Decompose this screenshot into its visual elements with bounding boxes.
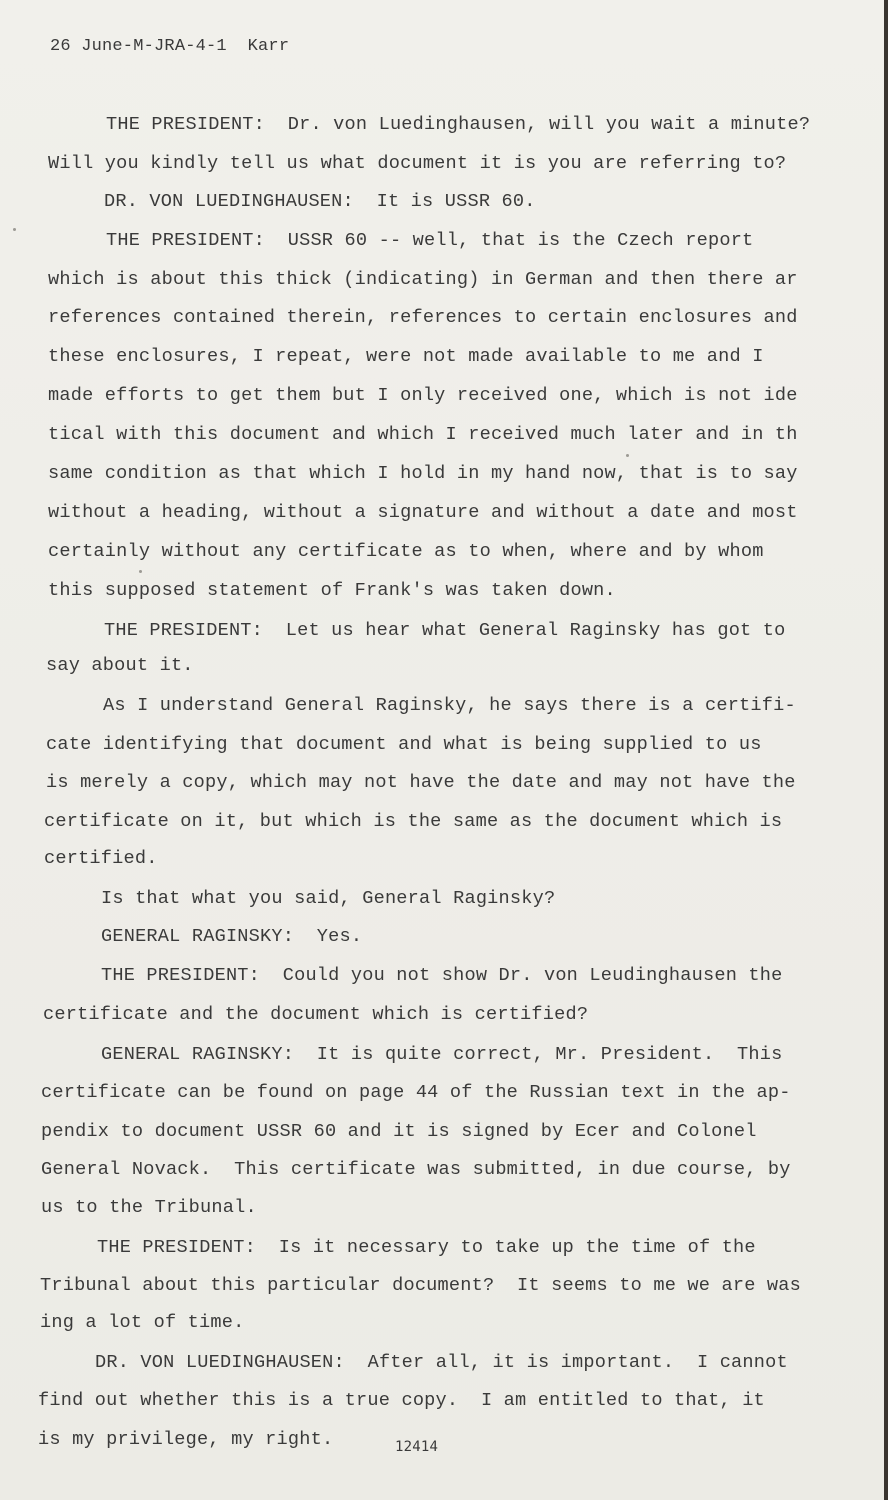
document-reference: 26 June-M-JRA-4-1 Karr xyxy=(50,37,290,56)
transcript-line: DR. VON LUEDINGHAUSEN: After all, it is important. I cannot xyxy=(95,1352,788,1373)
transcript-line: certificate can be found on page 44 of the Russian text in the ap- xyxy=(41,1082,791,1103)
transcript-line: certified. xyxy=(44,848,158,869)
transcript-line: THE PRESIDENT: USSR 60 -- well, that is the Czech report xyxy=(106,230,754,251)
transcript-line: same condition as that which I hold in my hand now, that is to say xyxy=(48,463,798,484)
transcript-line: this supposed statement of Frank's was taken down. xyxy=(48,580,616,601)
transcript-line: us to the Tribunal. xyxy=(41,1197,257,1218)
transcript-line: certainly without any certificate as to when, where and by whom xyxy=(48,541,764,562)
transcript-line: certificate and the document which is certified? xyxy=(43,1004,589,1025)
transcript-line: General Novack. This certificate was submitted, in due course, by xyxy=(41,1159,791,1180)
transcript-line: THE PRESIDENT: Is it necessary to take up the time of the xyxy=(97,1237,756,1258)
transcript-line: tical with this document and which I received much later and in th xyxy=(48,424,798,445)
transcript-line: THE PRESIDENT: Could you not show Dr. von Leudinghausen the xyxy=(101,965,783,986)
page-number: 12414 xyxy=(395,1439,439,1455)
transcript-line: certificate on it, but which is the same as the document which is xyxy=(44,811,783,832)
transcript-line: find out whether this is a true copy. I am entitled to that, it xyxy=(38,1390,765,1411)
paper-speck xyxy=(139,570,142,573)
transcript-line: made efforts to get them but I only received one, which is not ide xyxy=(48,385,798,406)
scan-edge xyxy=(884,0,888,1500)
transcript-line: is my privilege, my right. xyxy=(38,1429,334,1450)
transcript-line: DR. VON LUEDINGHAUSEN: It is USSR 60. xyxy=(104,191,536,212)
transcript-line: without a heading, without a signature and without a date and most xyxy=(48,502,798,523)
transcript-line: GENERAL RAGINSKY: Yes. xyxy=(101,926,363,947)
transcript-line: cate identifying that document and what is being supplied to us xyxy=(46,734,762,755)
transcript-line: Will you kindly tell us what document it is you are referring to? xyxy=(48,153,787,174)
paper-speck xyxy=(626,454,629,457)
transcript-line: GENERAL RAGINSKY: It is quite correct, Mr. President. This xyxy=(101,1044,783,1065)
transcript-line: say about it. xyxy=(46,655,194,676)
transcript-line: THE PRESIDENT: Dr. von Luedinghausen, will you wait a minute? xyxy=(106,114,811,135)
transcript-line: pendix to document USSR 60 and it is signed by Ecer and Colonel xyxy=(41,1121,757,1142)
transcript-line: which is about this thick (indicating) in German and then there ar xyxy=(48,269,798,290)
transcript-line: THE PRESIDENT: Let us hear what General Raginsky has got to xyxy=(104,620,786,641)
transcript-line: Is that what you said, General Raginsky? xyxy=(101,888,556,909)
transcript-line: ing a lot of time. xyxy=(40,1312,245,1333)
transcript-line: these enclosures, I repeat, were not made available to me and I xyxy=(48,346,764,367)
transcript-line: Tribunal about this particular document? It seems to me we are was xyxy=(40,1275,801,1296)
paper-speck xyxy=(13,228,16,231)
transcript-line: references contained therein, references to certain enclosures and xyxy=(48,307,798,328)
transcript-line: As I understand General Raginsky, he says there is a certifi- xyxy=(103,695,796,716)
transcript-line: is merely a copy, which may not have the date and may not have the xyxy=(46,772,796,793)
